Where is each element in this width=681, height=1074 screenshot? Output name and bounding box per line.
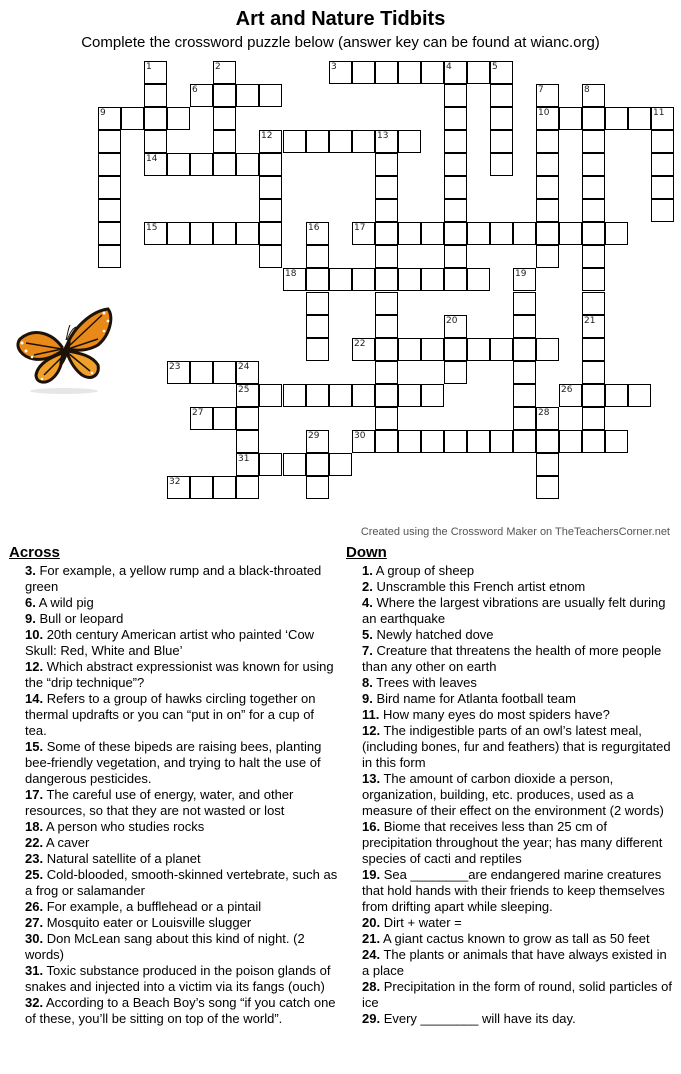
clue-number-label: 24. xyxy=(362,947,381,962)
clue-number-label: 9. xyxy=(25,611,36,626)
grid-cell[interactable] xyxy=(375,407,398,430)
clue-number-label: 29. xyxy=(362,1011,381,1026)
clue-number: 27 xyxy=(192,408,204,418)
clue-text: Toxic substance produced in the poison glands of snakes and injected into a victim via its fangs (ouch) xyxy=(25,963,331,994)
grid-cell[interactable] xyxy=(421,268,444,291)
clue-number: 6 xyxy=(192,85,198,95)
clue-number: 7 xyxy=(538,85,544,95)
grid-cell[interactable] xyxy=(236,153,259,176)
grid-cell[interactable] xyxy=(283,384,306,407)
clue-text: The plants or animals that have always existed in a place xyxy=(362,947,667,978)
grid-cell[interactable] xyxy=(259,245,282,268)
clue-number: 22 xyxy=(354,339,366,349)
clue-number: 3 xyxy=(331,62,337,72)
clue-text: Creature that threatens the health of more people than any other on earth xyxy=(362,643,662,674)
grid-cell[interactable] xyxy=(536,453,559,476)
grid-cell[interactable] xyxy=(582,153,605,176)
grid-cell[interactable] xyxy=(259,384,282,407)
clue-number: 1 xyxy=(146,62,152,72)
clue-text: A group of sheep xyxy=(375,563,475,578)
grid-cell[interactable] xyxy=(352,268,375,291)
clue-text: The amount of carbon dioxide a person, organization, building, etc. produces, used as a measure of their effect on the environment (2 words) xyxy=(362,771,664,818)
grid-cell[interactable] xyxy=(375,222,398,245)
grid-cell[interactable] xyxy=(398,430,421,453)
grid-cell[interactable] xyxy=(582,222,605,245)
clue-number-label: 21. xyxy=(362,931,381,946)
grid-cell[interactable] xyxy=(259,84,282,107)
grid-cell[interactable] xyxy=(536,153,559,176)
clue-number-label: 28. xyxy=(362,979,381,994)
grid-cell[interactable] xyxy=(467,430,490,453)
clue-text: Don McLean sang about this kind of night. (2 words) xyxy=(25,931,305,962)
grid-cell[interactable] xyxy=(444,107,467,130)
down-clue xyxy=(346,707,676,723)
across-clue xyxy=(9,899,339,915)
grid-cell[interactable] xyxy=(467,268,490,291)
clue-number-label: 13. xyxy=(362,771,381,786)
grid-cell[interactable] xyxy=(306,384,329,407)
grid-cell[interactable] xyxy=(398,338,421,361)
grid-cell[interactable] xyxy=(651,130,674,153)
grid-cell[interactable] xyxy=(98,245,121,268)
grid-cell[interactable] xyxy=(375,268,398,291)
grid-cell[interactable] xyxy=(375,199,398,222)
clue-number-label: 10. xyxy=(25,627,44,642)
grid-cell[interactable] xyxy=(651,153,674,176)
grid-cell[interactable] xyxy=(144,107,167,130)
across-clue xyxy=(9,611,339,627)
grid-cell[interactable] xyxy=(167,107,190,130)
clue-text: A giant cactus known to grow as tall as 50 feet xyxy=(382,931,650,946)
grid-cell[interactable] xyxy=(352,130,375,153)
grid-cell[interactable] xyxy=(490,130,513,153)
grid-cell[interactable] xyxy=(513,384,536,407)
grid-cell[interactable] xyxy=(421,384,444,407)
grid-cell[interactable] xyxy=(444,84,467,107)
down-clue xyxy=(346,723,676,771)
across-clue xyxy=(9,659,339,691)
grid-cell[interactable] xyxy=(236,430,259,453)
grid-cell[interactable] xyxy=(444,338,467,361)
grid-cell[interactable] xyxy=(513,315,536,338)
grid-cell[interactable] xyxy=(259,453,282,476)
down-heading: Down xyxy=(346,544,387,561)
grid-cell[interactable] xyxy=(536,476,559,499)
grid-cell[interactable] xyxy=(536,222,559,245)
grid-cell[interactable] xyxy=(605,222,628,245)
grid-cell[interactable] xyxy=(375,61,398,84)
across-clue xyxy=(9,691,339,739)
butterfly-image xyxy=(12,305,117,395)
grid-cell[interactable] xyxy=(375,338,398,361)
grid-cell[interactable] xyxy=(375,176,398,199)
grid-cell[interactable] xyxy=(444,130,467,153)
grid-cell[interactable] xyxy=(444,199,467,222)
across-clue xyxy=(9,739,339,787)
grid-cell[interactable] xyxy=(329,268,352,291)
clue-number-label: 30. xyxy=(25,931,44,946)
grid-cell[interactable] xyxy=(259,153,282,176)
clue-text: A wild pig xyxy=(38,595,94,610)
grid-cell[interactable] xyxy=(444,268,467,291)
grid-cell[interactable] xyxy=(190,476,213,499)
grid-cell[interactable] xyxy=(398,222,421,245)
grid-cell[interactable] xyxy=(213,222,236,245)
grid-cell[interactable] xyxy=(513,338,536,361)
grid-cell[interactable] xyxy=(582,384,605,407)
grid-cell[interactable] xyxy=(329,384,352,407)
clue-number: 31 xyxy=(238,454,250,464)
grid-cell[interactable] xyxy=(490,338,513,361)
clue-text: Dirt + water = xyxy=(383,915,462,930)
across-clue xyxy=(9,851,339,867)
clue-number: 11 xyxy=(653,108,665,118)
grid-cell[interactable] xyxy=(259,222,282,245)
across-clue xyxy=(9,995,339,1027)
down-clue xyxy=(346,947,676,979)
clue-text: How many eyes do most spiders have? xyxy=(382,707,610,722)
clue-number-label: 26. xyxy=(25,899,44,914)
clue-number: 23 xyxy=(169,362,181,372)
clue-text: Sea ________are endangered marine creatures that hold hands with their friends to keep themselves from drifting apart while sleeping. xyxy=(362,867,665,914)
across-clues xyxy=(9,544,339,1027)
clue-number-label: 17. xyxy=(25,787,44,802)
clue-number-label: 5. xyxy=(362,627,373,642)
grid-cell[interactable] xyxy=(490,107,513,130)
grid-cell[interactable] xyxy=(444,430,467,453)
clue-number: 2 xyxy=(215,62,221,72)
grid-cell[interactable] xyxy=(375,245,398,268)
crossword-grid xyxy=(0,0,681,530)
grid-cell[interactable] xyxy=(536,338,559,361)
puzzle-subtitle: Complete the crossword puzzle below (answer key can be found at wianc.org) xyxy=(81,34,600,51)
grid-cell[interactable] xyxy=(490,84,513,107)
clue-text: Cold-blooded, smooth-skinned vertebrate, such as a frog or salamander xyxy=(25,867,338,898)
grid-cell[interactable] xyxy=(98,153,121,176)
clue-number-label: 14. xyxy=(25,691,44,706)
grid-cell[interactable] xyxy=(375,153,398,176)
grid-cell[interactable] xyxy=(651,199,674,222)
grid-cell[interactable] xyxy=(306,268,329,291)
clue-number-label: 18. xyxy=(25,819,44,834)
grid-cell[interactable] xyxy=(651,176,674,199)
clue-text: A person who studies rocks xyxy=(45,819,205,834)
grid-cell[interactable] xyxy=(605,107,628,130)
clue-text: For example, a bufflehead or a pintail xyxy=(46,899,262,914)
clue-text: The indigestible parts of an owl’s latest meal, (including bones, fur and feathers) that is regurgitated in this form xyxy=(362,723,671,770)
grid-cell[interactable] xyxy=(582,407,605,430)
clue-text: Natural satellite of a planet xyxy=(46,851,201,866)
grid-cell[interactable] xyxy=(236,84,259,107)
grid-cell[interactable] xyxy=(306,245,329,268)
down-clue xyxy=(346,691,676,707)
grid-cell[interactable] xyxy=(306,315,329,338)
grid-cell[interactable] xyxy=(259,176,282,199)
clue-text: Mosquito eater or Louisville slugger xyxy=(46,915,252,930)
clue-number-label: 25. xyxy=(25,867,44,882)
grid-cell[interactable] xyxy=(190,222,213,245)
grid-cell[interactable] xyxy=(513,430,536,453)
across-clue xyxy=(9,867,339,899)
grid-cell[interactable] xyxy=(513,407,536,430)
grid-cell[interactable] xyxy=(490,222,513,245)
clue-number: 14 xyxy=(146,154,158,164)
grid-cell[interactable] xyxy=(98,222,121,245)
grid-cell[interactable] xyxy=(536,245,559,268)
down-clue xyxy=(346,819,676,867)
grid-cell[interactable] xyxy=(236,407,259,430)
grid-cell[interactable] xyxy=(582,430,605,453)
grid-cell[interactable] xyxy=(213,153,236,176)
clue-number-label: 7. xyxy=(362,643,373,658)
grid-cell[interactable] xyxy=(582,292,605,315)
clue-text: Refers to a group of hawks circling together on thermal updrafts or you can “put in on” for a cup of tea. xyxy=(25,691,316,738)
grid-cell[interactable] xyxy=(582,338,605,361)
grid-cell[interactable] xyxy=(421,222,444,245)
grid-cell[interactable] xyxy=(213,84,236,107)
clue-number-label: 4. xyxy=(362,595,373,610)
down-clue xyxy=(346,915,676,931)
down-clue xyxy=(346,979,676,1011)
clue-number: 5 xyxy=(492,62,498,72)
clue-number: 19 xyxy=(515,269,527,279)
grid-cell[interactable] xyxy=(190,361,213,384)
clue-text: Where the largest vibrations are usually felt during an earthquake xyxy=(362,595,666,626)
grid-cell[interactable] xyxy=(398,268,421,291)
credit-text: Created using the Crossword Maker on TheTeachersCorner.net xyxy=(360,526,670,538)
clue-number-label: 1. xyxy=(362,563,373,578)
across-clue xyxy=(9,835,339,851)
grid-cell[interactable] xyxy=(144,130,167,153)
grid-cell[interactable] xyxy=(444,361,467,384)
down-clue xyxy=(346,931,676,947)
grid-cell[interactable] xyxy=(306,292,329,315)
clue-number-label: 31. xyxy=(25,963,44,978)
clue-number-label: 22. xyxy=(25,835,44,850)
clue-text: For example, a yellow rump and a black-throated green xyxy=(25,563,322,594)
clue-number-label: 6. xyxy=(25,595,36,610)
grid-cell[interactable] xyxy=(536,430,559,453)
grid-cell[interactable] xyxy=(605,384,628,407)
clue-text: Newly hatched dove xyxy=(376,627,494,642)
grid-cell[interactable] xyxy=(582,176,605,199)
grid-cell[interactable] xyxy=(421,338,444,361)
grid-cell[interactable] xyxy=(283,453,306,476)
grid-cell[interactable] xyxy=(605,430,628,453)
grid-cell[interactable] xyxy=(98,199,121,222)
grid-cell[interactable] xyxy=(444,153,467,176)
down-clue xyxy=(346,867,676,915)
clue-number: 12 xyxy=(261,131,273,141)
grid-cell[interactable] xyxy=(536,176,559,199)
clue-number-label: 3. xyxy=(25,563,36,578)
clue-number-label: 12. xyxy=(25,659,44,674)
grid-cell[interactable] xyxy=(375,430,398,453)
clue-number: 21 xyxy=(584,316,596,326)
grid-cell[interactable] xyxy=(329,130,352,153)
grid-cell[interactable] xyxy=(375,384,398,407)
clue-number: 32 xyxy=(169,477,181,487)
clue-number: 18 xyxy=(285,269,297,279)
grid-cell[interactable] xyxy=(190,153,213,176)
grid-cell[interactable] xyxy=(582,199,605,222)
clue-text: The careful use of energy, water, and other resources, so that they are not wasted or lost xyxy=(25,787,294,818)
clue-text: Some of these bipeds are raising bees, planting bee-friendly vegetation, and trying to halt the use of dangerous pesticides. xyxy=(25,739,322,786)
grid-cell[interactable] xyxy=(559,430,582,453)
across-clue xyxy=(9,819,339,835)
grid-cell[interactable] xyxy=(283,130,306,153)
grid-cell[interactable] xyxy=(259,199,282,222)
across-clue xyxy=(9,595,339,611)
down-clues xyxy=(346,544,676,1027)
grid-cell[interactable] xyxy=(490,430,513,453)
clue-number-label: 20. xyxy=(362,915,381,930)
grid-cell[interactable] xyxy=(398,61,421,84)
clue-number: 24 xyxy=(238,362,250,372)
clue-number: 26 xyxy=(561,385,573,395)
clue-number-label: 27. xyxy=(25,915,44,930)
across-clue xyxy=(9,963,339,995)
grid-cell[interactable] xyxy=(98,176,121,199)
grid-cell[interactable] xyxy=(421,61,444,84)
grid-cell[interactable] xyxy=(513,292,536,315)
grid-cell[interactable] xyxy=(375,292,398,315)
grid-cell[interactable] xyxy=(213,476,236,499)
grid-cell[interactable] xyxy=(421,430,444,453)
clue-text: Biome that receives less than 25 cm of precipitation throughout the year; has many different species of cacti and reptiles xyxy=(362,819,663,866)
grid-cell[interactable] xyxy=(513,361,536,384)
grid-cell[interactable] xyxy=(444,222,467,245)
grid-cell[interactable] xyxy=(144,84,167,107)
clue-text: According to a Beach Boy’s song “if you catch one of these, you’ll be sitting on top of the world”. xyxy=(25,995,336,1026)
clue-number: 13 xyxy=(377,131,389,141)
grid-cell[interactable] xyxy=(467,222,490,245)
clue-number: 15 xyxy=(146,223,158,233)
down-clue xyxy=(346,595,676,627)
clue-text: A caver xyxy=(45,835,90,850)
down-clue xyxy=(346,675,676,691)
clue-text: Every ________ will have its day. xyxy=(383,1011,576,1026)
grid-cell[interactable] xyxy=(236,476,259,499)
down-clue xyxy=(346,643,676,675)
clue-number: 29 xyxy=(308,431,320,441)
clue-number: 10 xyxy=(538,108,550,118)
grid-cell[interactable] xyxy=(167,222,190,245)
clue-number: 16 xyxy=(308,223,320,233)
grid-cell[interactable] xyxy=(121,107,144,130)
grid-cell[interactable] xyxy=(628,384,651,407)
clue-text: Unscramble this French artist etnom xyxy=(376,579,586,594)
grid-cell[interactable] xyxy=(628,107,651,130)
across-clue xyxy=(9,787,339,819)
grid-cell[interactable] xyxy=(536,199,559,222)
grid-cell[interactable] xyxy=(306,476,329,499)
clue-number: 20 xyxy=(446,316,458,326)
clue-text: Which abstract expressionist was known for using the “drip technique”? xyxy=(25,659,334,690)
grid-cell[interactable] xyxy=(444,176,467,199)
grid-cell[interactable] xyxy=(582,245,605,268)
grid-cell[interactable] xyxy=(213,407,236,430)
across-heading: Across xyxy=(9,544,60,561)
grid-cell[interactable] xyxy=(582,268,605,291)
down-clue xyxy=(346,771,676,819)
grid-cell[interactable] xyxy=(467,61,490,84)
grid-cell[interactable] xyxy=(213,130,236,153)
clue-text: Bull or leopard xyxy=(39,611,124,626)
grid-cell[interactable] xyxy=(306,130,329,153)
grid-cell[interactable] xyxy=(352,61,375,84)
grid-cell[interactable] xyxy=(398,384,421,407)
clue-number-label: 32. xyxy=(25,995,44,1010)
grid-cell[interactable] xyxy=(167,153,190,176)
grid-cell[interactable] xyxy=(582,130,605,153)
clue-number-label: 9. xyxy=(362,691,373,706)
grid-cell[interactable] xyxy=(536,130,559,153)
grid-cell[interactable] xyxy=(306,453,329,476)
clue-text: Bird name for Atlanta football team xyxy=(376,691,576,706)
clue-number: 4 xyxy=(446,62,452,72)
grid-cell[interactable] xyxy=(582,107,605,130)
down-clue xyxy=(346,579,676,595)
puzzle-title: Art and Nature Tidbits xyxy=(235,8,446,30)
across-clue xyxy=(9,563,339,595)
clue-number-label: 12. xyxy=(362,723,381,738)
down-clue xyxy=(346,627,676,643)
grid-cell[interactable] xyxy=(236,222,259,245)
clue-number-label: 19. xyxy=(362,867,381,882)
grid-cell[interactable] xyxy=(398,130,421,153)
grid-cell[interactable] xyxy=(306,338,329,361)
grid-cell[interactable] xyxy=(352,384,375,407)
clue-number: 30 xyxy=(354,431,366,441)
grid-cell[interactable] xyxy=(213,107,236,130)
clue-number-label: 15. xyxy=(25,739,44,754)
grid-cell[interactable] xyxy=(490,153,513,176)
clue-number: 8 xyxy=(584,85,590,95)
clue-text: 20th century American artist who painted ‘Cow Skull: Red, White and Blue’ xyxy=(25,627,315,658)
down-clue xyxy=(346,1011,676,1027)
clue-number-label: 8. xyxy=(362,675,373,690)
across-clue xyxy=(9,915,339,931)
grid-cell[interactable] xyxy=(444,245,467,268)
grid-cell[interactable] xyxy=(582,361,605,384)
grid-cell[interactable] xyxy=(513,222,536,245)
clue-number-label: 11. xyxy=(362,707,380,722)
grid-cell[interactable] xyxy=(467,338,490,361)
clue-text: Trees with leaves xyxy=(376,675,477,690)
clue-number: 17 xyxy=(354,223,366,233)
grid-cell[interactable] xyxy=(98,130,121,153)
clue-number: 28 xyxy=(538,408,550,418)
clue-number: 9 xyxy=(100,108,106,118)
across-clue xyxy=(9,931,339,963)
across-clue xyxy=(9,627,339,659)
clue-number-label: 2. xyxy=(362,579,373,594)
clue-number-label: 23. xyxy=(25,851,44,866)
grid-cell[interactable] xyxy=(375,361,398,384)
grid-cell[interactable] xyxy=(329,453,352,476)
clue-text: Precipitation in the form of round, solid particles of ice xyxy=(362,979,673,1010)
grid-cell[interactable] xyxy=(559,222,582,245)
grid-cell[interactable] xyxy=(559,107,582,130)
clue-number: 25 xyxy=(238,385,250,395)
grid-cell[interactable] xyxy=(375,315,398,338)
down-clue xyxy=(346,563,676,579)
clue-number-label: 16. xyxy=(362,819,381,834)
grid-cell[interactable] xyxy=(213,361,236,384)
